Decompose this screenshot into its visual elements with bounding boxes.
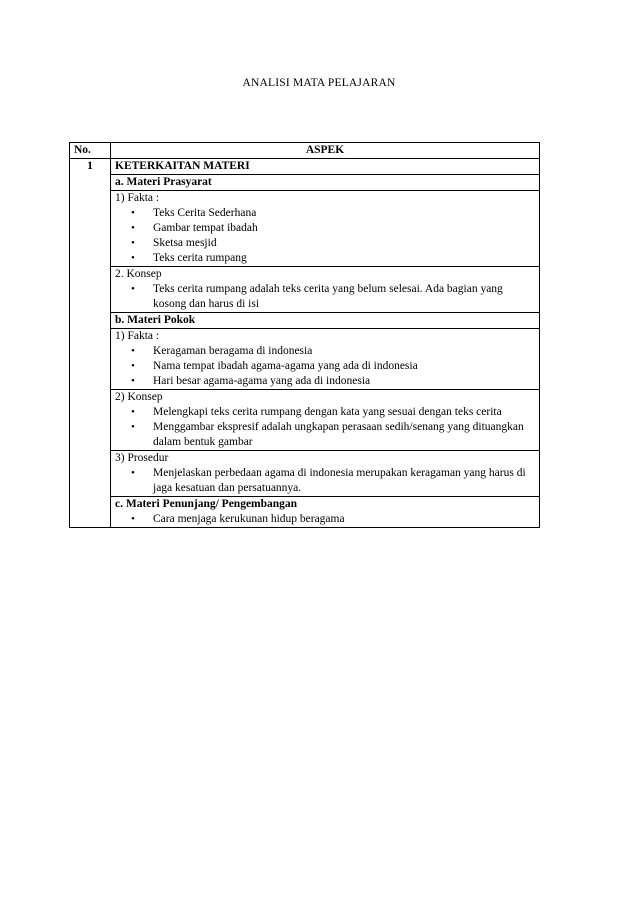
- list-item: • Hari besar agama-agama yang ada di indonesia: [153, 374, 535, 389]
- row-number: 1: [70, 159, 111, 175]
- list-item: • Gambar tempat ibadah: [153, 221, 535, 236]
- materi-pokok-heading: b. Materi Pokok: [111, 313, 540, 329]
- table-row: [70, 451, 540, 497]
- header-aspek: ASPEK: [111, 143, 540, 159]
- list-item: • Keragaman beragama di indonesia: [153, 344, 535, 359]
- pokok-konsep-list: [115, 405, 535, 450]
- list-item: • Cara menjaga kerukunan hidup beragama: [153, 512, 535, 527]
- table-header-row: [70, 143, 540, 159]
- list-item: • Nama tempat ibadah agama-agama yang ada di indonesia: [153, 359, 535, 374]
- prasyarat-konsep-label: 2. Konsep: [115, 268, 162, 280]
- list-item: • Menjelaskan perbedaan agama di indonesia merupakan keragaman yang harus di jaga kesatuan dan persatuannya.: [153, 466, 535, 496]
- pokok-konsep-cell: [111, 390, 540, 451]
- pokok-fakta-list: [115, 344, 535, 389]
- pokok-prosedur-cell: [111, 451, 540, 497]
- table-row: [70, 313, 540, 329]
- list-item: • Teks cerita rumpang: [153, 251, 535, 266]
- table-row: [70, 497, 540, 528]
- penunjang-list: [115, 512, 535, 527]
- list-item: • Sketsa mesjid: [153, 236, 535, 251]
- list-item: • Menggambar ekspresif adalah ungkapan perasaan sedih/senang yang dituangkan dalam bentuk gambar: [153, 420, 535, 450]
- prasyarat-fakta-cell: [111, 191, 540, 267]
- table-row: [70, 390, 540, 451]
- table-row: [70, 191, 540, 267]
- header-no: No.: [70, 143, 111, 159]
- table-row: [70, 159, 540, 175]
- pokok-fakta-cell: [111, 329, 540, 390]
- list-item: • Teks Cerita Sederhana: [153, 206, 535, 221]
- keterkaitan-heading: KETERKAITAN MATERI: [111, 159, 540, 175]
- materi-penunjang-heading: c. Materi Penunjang/ Pengembangan: [115, 498, 298, 510]
- aspect-table: [69, 142, 540, 528]
- list-item: • Teks cerita rumpang adalah teks cerita yang belum selesai. Ada bagian yang kosong dan harus di isi: [153, 282, 535, 312]
- prasyarat-fakta-label: 1) Fakta :: [115, 192, 160, 204]
- prasyarat-konsep-cell: [111, 267, 540, 313]
- table-row: [70, 329, 540, 390]
- page-title: ANALISI MATA PELAJARAN: [242, 77, 396, 89]
- materi-prasyarat-heading: a. Materi Prasyarat: [111, 175, 540, 191]
- pokok-prosedur-label: 3) Prosedur: [115, 452, 169, 464]
- table-row: [70, 267, 540, 313]
- penunjang-cell: [111, 497, 540, 528]
- pokok-fakta-label: 1) Fakta :: [115, 330, 160, 342]
- pokok-konsep-label: 2) Konsep: [115, 391, 163, 403]
- prasyarat-fakta-list: [115, 206, 535, 266]
- table-row: [70, 175, 540, 191]
- list-item: • Melengkapi teks cerita rumpang dengan kata yang sesuai dengan teks cerita: [153, 405, 535, 420]
- pokok-prosedur-list: [115, 466, 535, 496]
- prasyarat-konsep-list: [115, 282, 535, 312]
